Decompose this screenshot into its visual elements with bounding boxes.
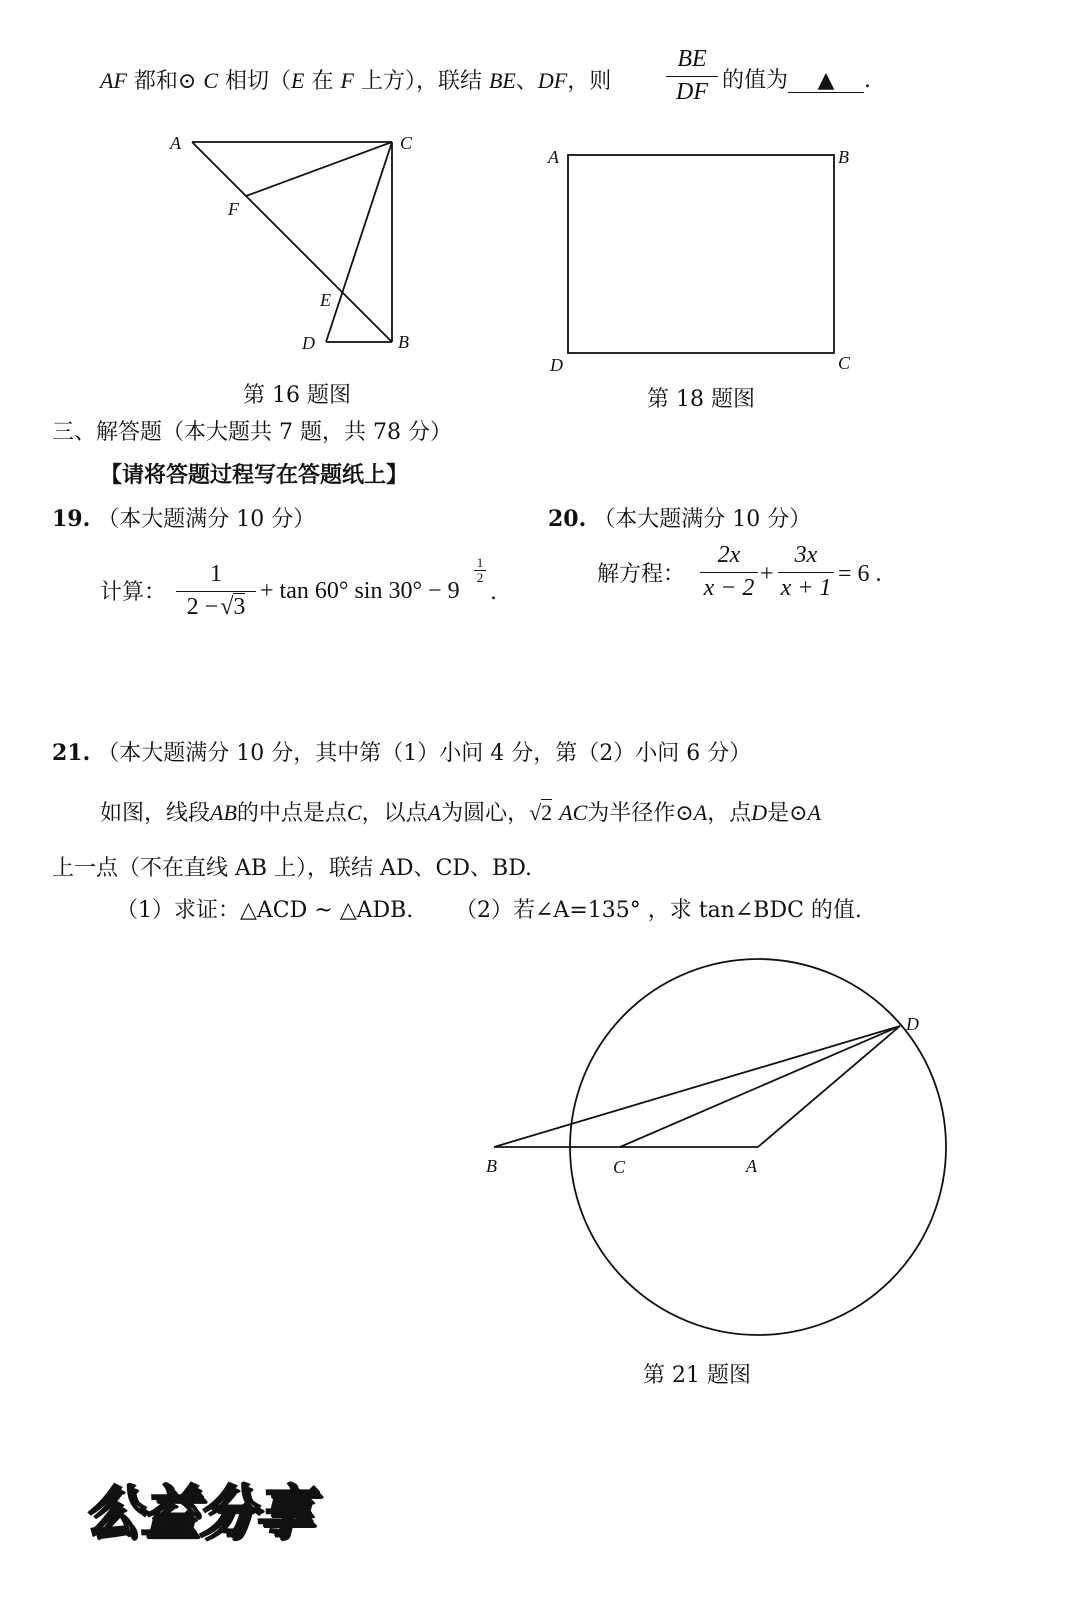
text: 如图，线段 (100, 801, 211, 826)
fig21-label-c: C (613, 1157, 626, 1177)
fig16-label-c: C (400, 133, 413, 153)
section-3-title: 三、解答题（本大题共 7 题，共 78 分） (52, 420, 452, 445)
text: 相切（ (225, 69, 292, 94)
fraction-denominator: 2 −√3 (186, 593, 246, 620)
text: A (693, 800, 708, 825)
text: AB (210, 800, 237, 825)
fraction-numerator: 1 (210, 561, 222, 587)
text: ，则 (567, 69, 612, 94)
fraction-numerator: 2x (717, 542, 741, 568)
fraction-denominator: x + 1 (780, 574, 832, 601)
section-3-note: 【请将答题过程写在答题纸上】 (100, 462, 409, 488)
figure-16 (160, 125, 430, 365)
fig16-line-ab (192, 142, 392, 342)
text: 上方），联结 (360, 69, 482, 94)
fig16-label-a: A (170, 133, 181, 153)
segment-be: BE (488, 68, 516, 93)
q19-expression (260, 578, 460, 605)
fraction-bar (666, 76, 718, 77)
segment-af: AF (100, 68, 127, 93)
text: AC (559, 800, 588, 825)
segment-df: DF (537, 68, 568, 93)
fig18-caption: 第 18 题图 (647, 387, 755, 412)
fraction-denominator: DF (676, 78, 708, 105)
q21-score: （本大题满分 10 分，其中第（1）小问 4 分，第（2）小问 6 分） (97, 741, 752, 766)
logo-watermark: 公益分享 (84, 1480, 312, 1545)
fig21-label-b: B (486, 1156, 497, 1176)
answer-blank (788, 70, 864, 93)
fig16-label-f: F (228, 199, 239, 219)
text: 为半径作⊙ (587, 801, 694, 826)
q19-fraction (176, 561, 256, 621)
fig18-rectangle (568, 155, 834, 353)
q19-exponent (474, 556, 486, 584)
fig21-line-bd (494, 1026, 900, 1147)
fig16-caption: 第 16 题图 (243, 383, 351, 408)
text: 的中点是点 (236, 801, 347, 826)
text: 在 (311, 69, 334, 94)
point-c: C (203, 68, 219, 93)
fig16-line-cd (326, 142, 392, 342)
text: 的值为 (722, 68, 789, 93)
fraction-numerator: BE (677, 46, 707, 72)
fig21-label-d: D (906, 1014, 919, 1034)
q19-score: （本大题满分 10 分） (97, 507, 316, 532)
fig16-line-cf (246, 142, 392, 196)
fig21-label-a: A (746, 1156, 757, 1176)
fig18-label-c: C (838, 353, 851, 373)
q20-header (548, 508, 811, 531)
text: 都和⊙ (133, 69, 197, 94)
fraction-numerator: 3x (794, 542, 818, 568)
q21-statement-line2: 上一点（不在直线 AB 上），联结 AD、CD、BD. (52, 856, 533, 881)
q19-header (52, 508, 315, 531)
fraction-bar (700, 572, 758, 573)
fig21-caption: 第 21 题图 (643, 1363, 751, 1388)
text: 、 (515, 69, 538, 94)
text: 为圆心， (441, 801, 530, 826)
q20-fraction-2 (778, 542, 834, 602)
q21-number: 21. (52, 740, 91, 766)
radicand: 3 (233, 593, 246, 620)
text: A (807, 800, 821, 825)
fig21-line-cd (620, 1026, 900, 1147)
text: 2 − (186, 593, 219, 620)
text: C (346, 800, 362, 825)
radicand: 2 (541, 800, 553, 825)
q19-prompt: 计算： (100, 580, 167, 605)
triangle-icon: ▲ (817, 68, 835, 93)
text: 是⊙ (767, 801, 808, 826)
text: D (751, 800, 768, 825)
be-over-df-fraction (666, 46, 718, 106)
q21-part2: （2）若∠A=135° ，求 tan∠BDC 的值. (455, 898, 862, 923)
q20-plus: + (760, 561, 774, 587)
q19-number: 19. (52, 506, 91, 532)
figure-21 (480, 940, 970, 1360)
fig18-label-b: B (838, 147, 849, 167)
point-f: F (340, 68, 354, 93)
q21-part1: （1）求证：△ACD ~ △ADB. (116, 898, 414, 923)
exponent-denominator: 2 (476, 569, 484, 585)
text: + tan 60° sin 30° − 9 (260, 578, 460, 604)
q16-condition-line (100, 70, 611, 93)
q20-prompt: 解方程： (597, 562, 686, 587)
fraction-bar (778, 572, 834, 573)
fig18-label-d: D (550, 355, 563, 375)
text: A (427, 800, 442, 825)
q21-statement-line1 (100, 802, 821, 825)
fig18-label-a: A (548, 147, 559, 167)
text: ，以点 (361, 801, 428, 826)
fig16-label-b: B (398, 332, 409, 352)
q20-fraction-1 (700, 542, 758, 602)
fraction-denominator: x − 2 (703, 574, 755, 601)
q19-end: . (490, 580, 497, 605)
sqrt-symbol: √ (529, 800, 542, 825)
text: ，点 (707, 801, 752, 826)
point-e: E (291, 68, 305, 93)
q21-header (52, 742, 751, 765)
q20-score: （本大题满分 10 分） (593, 507, 812, 532)
figure-18 (540, 140, 870, 380)
q20-rhs: = 6 . (838, 561, 882, 587)
fig16-label-e: E (320, 290, 331, 310)
fraction-bar (176, 591, 256, 592)
fig16-label-d: D (302, 333, 315, 353)
exponent-numerator: 1 (476, 555, 484, 570)
text: . (864, 68, 872, 93)
q20-number: 20. (548, 506, 587, 532)
q16-tail (722, 70, 871, 93)
fig21-line-ad (758, 1026, 900, 1147)
